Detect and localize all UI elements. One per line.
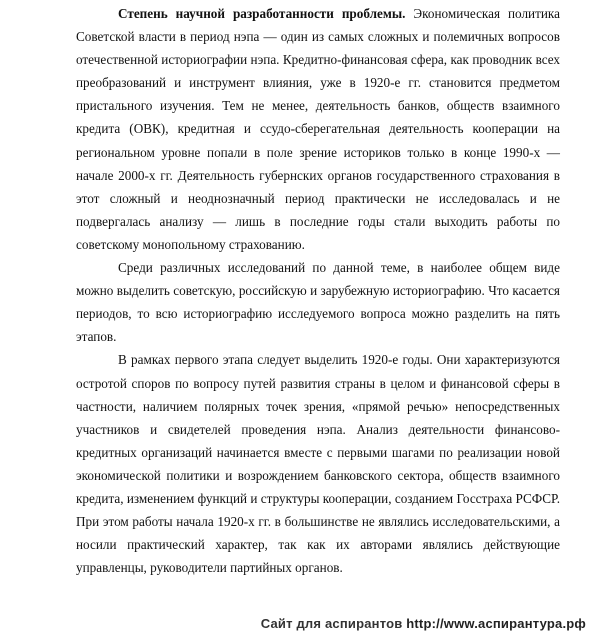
paragraph-text: Среди различных исследований по данной теме, в наиболее общем виде можно выделить советскую, российскую и зарубежную историографию. Что касается периодов, то всю историографию исследуемого вопроса можно разделить на пять этапов. (76, 260, 560, 345)
footer-label: Сайт для аспирантов (260, 616, 407, 631)
site-footer-watermark (261, 616, 586, 631)
document-body (76, 0, 560, 579)
paragraph-text: Экономическая политика Советской власти в период нэпа — один из самых сложных и полемичных вопросов отечественной историографии нэпа. Кредитно-финансовая сфера, как проводник всех преобразований и инструмент влияния, уже в 1920-е гг. становится предметом пристального изучения. Тем не менее, деятельность банков, обществ взаимного кредита (ОВК), кредитная и ссудо-сберегательная деятельность кооперации на региональном уровне попали в поле зрение историков только в конце 1990-х — начале 2000-х гг. Деятельность губернских органов государственного страхования в этот сложный и неоднозначный период практически не исследовалась и не подвергалась анализу — лишь в последние годы стали выходить работы по советскому монопольному страхованию. (76, 6, 560, 252)
paragraph-first-stage (76, 348, 560, 579)
section-heading: Степень научной разработанности проблемы. (118, 6, 406, 21)
footer-url: http://www.аспирантура.рф (406, 616, 586, 631)
paragraph-scientific-development (76, 0, 560, 256)
paragraph-historiography-types (76, 256, 560, 348)
paragraph-text: В рамках первого этапа следует выделить 1920-е годы. Они характеризуются остротой споров по вопросу путей развития страны в целом и финансовой сферы в частности, наличием полярных точек зрения, «прямой речью» непосредственных участников и свидетелей проведения нэпа. Анализ деятельности финансово-кредитных организаций начинается вместе с первыми шагами по реализации новой экономической политики и возрождением банковского сектора, обществ взаимного кредита, изменением функций и структуры кооперации, созданием Госстраха РСФСР. При этом работы начала 1920-х гг. в большинстве не являлись исследовательскими, а носили практический характер, так как их авторами являлись действующие управленцы, руководители партийных органов. (76, 352, 560, 576)
